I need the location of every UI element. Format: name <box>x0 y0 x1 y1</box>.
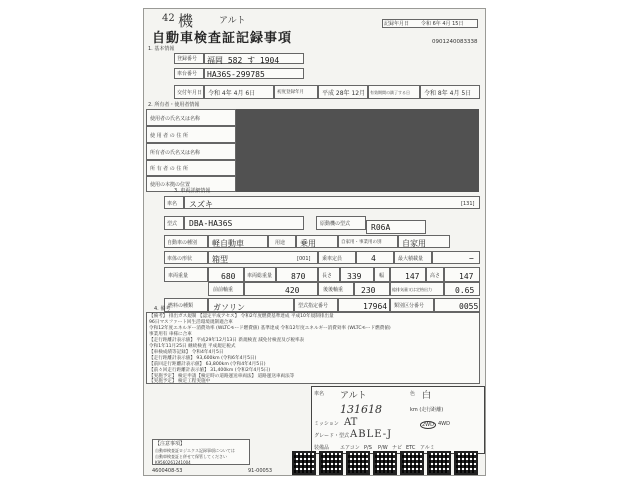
tag-grade: ABLE-J <box>350 429 393 440</box>
remarks-box <box>146 312 480 384</box>
expiry-date: 令和 8年 4月 5日 <box>420 85 480 99</box>
footer-left-code: 4600408-53 <box>152 468 183 474</box>
fuel-type: ガソリン <box>208 298 294 312</box>
footer-right-code: 91-00053 <box>248 468 273 474</box>
remark-line: 【車検成績等記録】 令和4年4月5日 <box>149 350 224 355</box>
section-1-heading: 1. 基本情報 <box>148 46 175 52</box>
qr-code <box>319 451 343 475</box>
remark-line: 【前回走行距離計表示値】 63,800km (令和4年4月5日) <box>149 362 266 367</box>
owner-label: 所有者の氏名又は名称 <box>150 150 201 156</box>
vin-number: HA36S-299785 <box>204 68 304 79</box>
maker: スズキ [131] <box>184 196 480 209</box>
tag-equip: アルミ <box>420 445 435 451</box>
remark-line: 【前々回走行距離計表示値】 31,400km (令和2年4月5日) <box>149 368 271 373</box>
remark-line: 事業用有 車様に合車 <box>149 332 192 337</box>
redacted-owner-info <box>236 109 479 192</box>
remark-line: 【備考】 排出ガス規制 【認定平成アセス】 令和2年度燃費基準達成 平成10年規制排出量 <box>149 314 334 319</box>
section-2-heading: 2. 所有者・使用者情報 <box>148 102 200 108</box>
handwritten-model: アルト <box>219 16 246 26</box>
engine-type: R06A <box>366 220 426 234</box>
notice-box: 【注意事項】 自動車検査証ロジエクス記録事項については 自動車検査証と併せて保管してください K9560261241004 <box>152 439 250 465</box>
vehicle-kind: 軽自動車 <box>208 235 268 248</box>
remark-line: 【実施予定】 検定工程実施中 <box>149 379 211 384</box>
tag-vehicle-name: アルト <box>340 391 367 401</box>
length: 339 <box>340 267 374 282</box>
owner-label: 使用の本拠の位置 <box>150 182 191 188</box>
tag-mission: AT <box>344 417 358 428</box>
issue-date: 令和 6年 4月 15日 <box>421 21 464 27</box>
tag-equip: P/S <box>364 445 372 451</box>
remark-line: 【実施予定】 検定申請【検定時の道路運送車両法】 道路運送車両法等 <box>149 374 295 379</box>
qr-code <box>346 451 370 475</box>
tag-drive-2wd: 2WD <box>422 422 434 428</box>
displacement: 0.65 <box>444 282 480 296</box>
tag-equip: P/W <box>378 445 388 451</box>
owner-label: 所 有 者 の 住 所 <box>150 166 188 172</box>
tag-equip: ナビ <box>392 445 403 451</box>
vehicle-weight: 680 <box>208 267 244 282</box>
purpose: 自家用 <box>398 235 450 248</box>
capacity: 4 <box>356 251 394 264</box>
height: 147 <box>444 267 480 282</box>
remark-line: 【走行距離計表示値】 93,600km (令和6年4月5日) <box>149 356 257 361</box>
remark-line: 96日マスファート回生活環境規制適合車 <box>149 320 233 325</box>
gross-weight: 870 <box>276 267 318 282</box>
issue-date-box: 記録年月日 令和 6年 4月 15日 <box>382 19 478 28</box>
class-number: 0055 <box>434 298 480 312</box>
qr-code <box>427 451 451 475</box>
handwritten-count: 42 <box>162 13 175 24</box>
vehicle-inspection-record-sheet: 42 機 アルト 自動車検査証記録事項 記録年月日 令和 6年 4月 15日 0901240083338 1. 基本情報 登録番号 福岡 582 す 1904 車台番号 HA36S-299785 交付年月日 令和 4年 4月 6日 初度登録年月 平成 28年 12月 有効期間の満了する日 令和 8年 4月 5日 2. 所有者・使用者情報 使用者の氏名又は名称 使 用 者 の 住 所 所有者の氏名又は名称 所 有 者 の 住 所 使用の本拠の位置 3. 車両詳細情報 車名 スズキ [131] 型式 DBA-HA36S 原動機の型式 R06A 自動車の種別 軽自動車 用途 乗用 自家用・事業用の別 自家用 車体の形状 箱型 [001] 乗車定員 4 最大積載量 − 車両重量 680 車両総重量 870 長さ 339 幅 147 高さ 147 前前軸重 420 後後軸重 230 総排気量又は定格出力 0.65 燃料の種類 ガソリン 型式指定番号 17964 類別区分番号 0055 4. 備考 【備考】 排出ガス規制 【認定平成アセス】 令和2年度燃費基準達成 平成10年規制排出量 96日マスファート回生活環境規制適合車 令和12年度エネルギー消費効率 (WLTCモード燃費値) 基準達成 令和12年度エネルギー消費効率 (WLTCモード燃費値) 事業用有 車様に合車 【走行距離計表示値】 平成29年12月13日 新規検査 減免付検査及び税率表 令和1年11月25日 継続検査 平成規定税式 【車検成績等記録】 令和4年4月5日 【走行距離計表示値】 93,600km (令和6年4月5日) 【前回走行距離計表示値】 63,800km (令和4年4月5日) 【前々回走行距離計表示値】 31,400km (令和2年4月5日) 【実施予定】 検定申請【検定時の道路運送車両法】 道路運送車両法等 【実施予定】 検定工程実施中 車名 アルト 色 白 131618 km (走行距離) ミッション AT 2WD 4WD グレード・型式 ABLE-J 装備品 エアコン P/S P/W ナビ ETC アルミ 【注意事項】 自動車検査証ロジエクス記録事項については 自動車検査証と併せて保管してください K9560261241004 4600408-53 91-00053 <box>143 8 486 476</box>
front-axle: 420 <box>244 282 318 296</box>
remark-line: 令和1年11月25日 継続検査 平成規定税式 <box>149 344 236 349</box>
max-load: − <box>432 251 480 264</box>
registration-number: 福岡 582 す 1904 <box>204 53 304 64</box>
owner-label: 使 用 者 の 住 所 <box>150 133 188 139</box>
remark-line: 令和12年度エネルギー消費効率 (WLTCモード燃費値) 基準達成 令和12年度エネルギー消費効率 (WLTCモード燃費値) <box>149 326 391 331</box>
owner-label: 使用者の氏名又は名称 <box>150 116 201 122</box>
inspection-id: K9560261241004 <box>155 460 191 465</box>
qr-code <box>373 451 397 475</box>
handwritten-mark: 機 <box>178 12 194 30</box>
tag-drive-4wd: 4WD <box>438 421 450 427</box>
document-number: 0901240083338 <box>432 39 478 45</box>
first-registration: 平成 28年 12月 <box>318 85 368 99</box>
tag-mileage: 131618 <box>340 403 382 416</box>
model-designation-number: 17964 <box>338 298 390 312</box>
page-title: 自動車検査証記録事項 <box>152 31 293 46</box>
qr-code <box>454 451 478 475</box>
width: 147 <box>390 267 426 282</box>
tag-color: 白 <box>422 391 432 401</box>
qr-code <box>292 451 316 475</box>
section-4-heading: 4. 備考 <box>154 306 171 312</box>
tag-equip: ETC <box>406 445 416 451</box>
issued-date: 令和 4年 4月 6日 <box>204 85 274 99</box>
section-3-heading: 3. 車両詳細情報 <box>174 188 211 194</box>
rear-axle: 230 <box>354 282 390 296</box>
qr-code <box>400 451 424 475</box>
vehicle-tag-label: 車名 アルト 色 白 131618 km (走行距離) ミッション AT 2WD 4WD グレード・型式 ABLE-J 装備品 エアコン P/S P/W ナビ ETC アルミ <box>311 386 485 454</box>
vehicle-use: 乗用 <box>296 235 338 248</box>
remark-line: 【走行距離計表示値】 平成29年12月13日 新規検査 減免付検査及び税率表 <box>149 338 305 343</box>
tag-equip: エアコン <box>340 445 360 451</box>
model-type: DBA-HA36S <box>184 216 304 230</box>
body-shape: 箱型 [001] <box>208 251 318 264</box>
